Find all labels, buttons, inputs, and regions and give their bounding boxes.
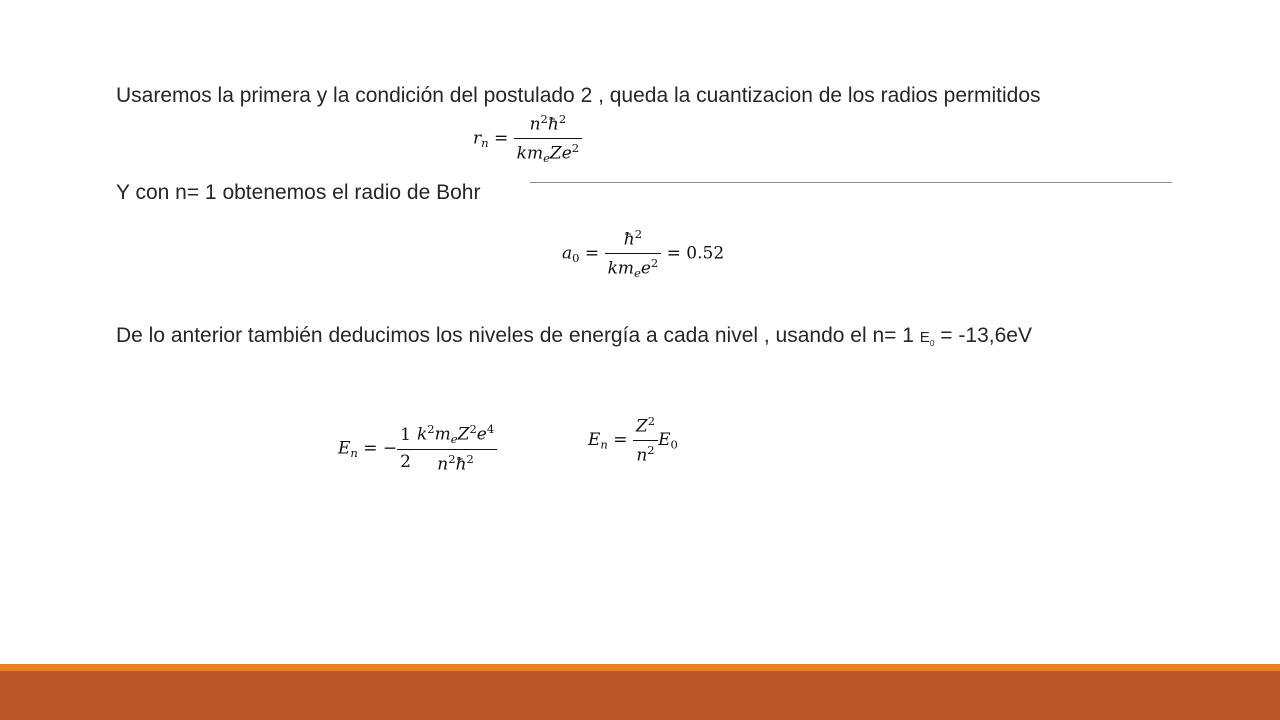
divider-line: [530, 182, 1172, 183]
radius-lhs: r: [473, 128, 482, 149]
e0-label: [919, 329, 935, 349]
energy-text-main: De lo anterior también deducimos los niveles de energía a cada nivel , usando el n= 1: [116, 324, 914, 347]
scaled-rhs: E: [658, 429, 671, 450]
e0-subscript: 0: [929, 338, 935, 349]
intro-text: Usaremos la primera y la condición del postulado 2 , queda la cuantizacion de los radios permitidos: [116, 84, 1041, 107]
bohr-radius-equation: [562, 228, 724, 280]
energy-denominator: $n^2ħ^2$: [437, 452, 474, 475]
energy-lhs: E: [338, 438, 351, 459]
scaled-rhs-subscript: 0: [670, 437, 678, 452]
bohr-value: = 0.52: [661, 243, 725, 264]
scaled-lhs: E: [588, 429, 601, 450]
scaled-fraction: [633, 415, 658, 466]
bohr-text: Y con n= 1 obtenemos el radio de Bohr: [116, 181, 481, 204]
energy-numerator: $k^2m_eZ^2e^4$: [414, 423, 497, 450]
e0-value: = -13,6eV: [934, 324, 1032, 347]
footer-accent-line: [0, 664, 1280, 671]
energy-text: [116, 325, 1032, 347]
energy-coefficient: [397, 426, 414, 472]
radius-fraction: [514, 113, 583, 165]
energy-equation: [338, 423, 497, 475]
energy-equals: = −: [357, 438, 398, 459]
energy-coef-numerator: 1: [397, 426, 414, 450]
energy-coef-denominator: 2: [400, 451, 411, 472]
bohr-denominator: $km_ee^2$: [607, 255, 659, 280]
scaled-equals: =: [607, 429, 633, 450]
bohr-numerator: $ħ^2$: [605, 228, 662, 254]
footer-band: [0, 671, 1280, 720]
radius-equals: =: [488, 128, 514, 149]
energy-fraction: [414, 423, 497, 475]
radius-numerator: $n^2ħ^2$: [514, 113, 583, 139]
bohr-lhs-subscript: 0: [572, 250, 580, 265]
e0-letter: E: [919, 329, 930, 346]
scaled-lhs-subscript: n: [600, 437, 608, 452]
bohr-equals: =: [579, 243, 605, 264]
scaled-numerator: $Z^2$: [633, 415, 658, 441]
energy-scaled-equation: [588, 415, 678, 466]
energy-lhs-subscript: n: [350, 445, 358, 460]
scaled-denominator: $n^2$: [636, 442, 655, 466]
radius-equation: [473, 113, 582, 165]
bohr-fraction: [605, 228, 662, 280]
bohr-lhs: a: [562, 243, 573, 264]
radius-denominator: $km_eZe^2$: [516, 140, 580, 165]
radius-lhs-subscript: n: [481, 135, 489, 150]
